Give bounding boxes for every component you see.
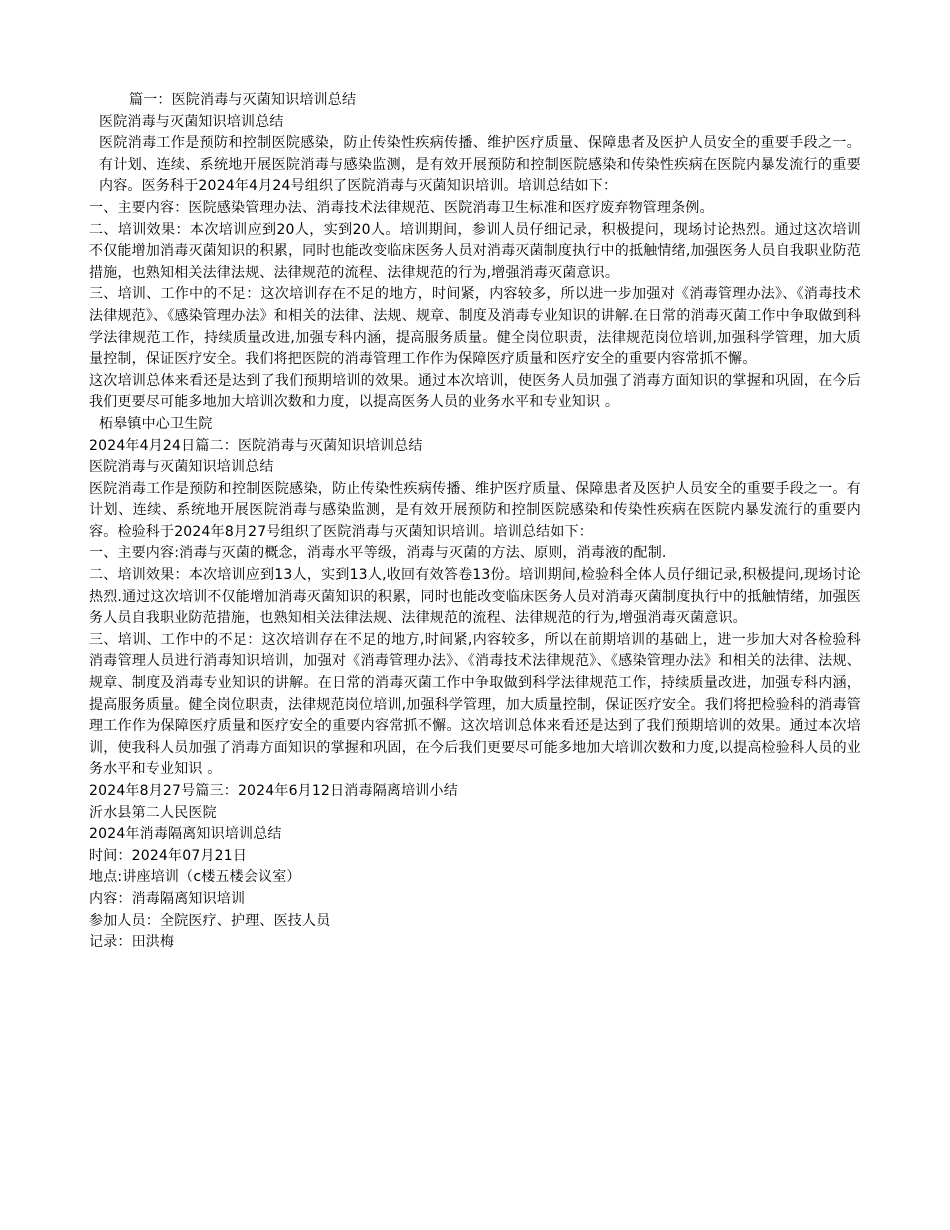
part1-section-3: 三、培训、工作中的不足：这次培训存在不足的地方，时间紧，内容较多，所以进一步加强对《消毒管理办法》、《消毒技术法律规范》、《感染管理办法》和相关的法律、法规、规章、制度及消毒专业知识的讲解.在日常的消毒灭菌工作中争取做到科学法律规范工作，持续质量改进,加强专科内涵，提高服务质量。健全岗位职责，法律规范岗位培训,加强科学管理，加大质量控制，保证医疗安全。我们将把医院的消毒管理工作作为保障医疗质量和医疗安全的重要内容常抓不懈。 [89,286,861,368]
part2-subtitle: 医院消毒与灭菌知识培训总结 [89,459,274,476]
part1-section-1: 一、主要内容：医院感染管理办法、消毒技术法律规范、医院消毒卫生标准和医疗废弃物管理条例。 [89,199,714,216]
part1-intro-paragraph: 医院消毒工作是预防和控制医院感染，防止传染性疾病传播、维护医疗质量、保障患者及医护人员安全的重要手段之一。有计划、连续、系统地开展医院消毒与感染监测，是有效开展预防和控制医院感染和传染性疾病在医院内暴发流行的重要内容。医务科于2024年4月24号组织了医院消毒与灭菌知识培训。培训总结如下： [99,135,861,195]
part1-conclusion: 这次培训总体来看还是达到了我们预期培训的效果。通过本次培训，使医务人员加强了消毒方面知识的掌握和巩固，在今后我们更要尽可能多地加大培训次数和力度，以提高医务人员的业务水平和专业知识 。 [89,372,861,411]
part2-section-3: 三、培训、工作中的不足：这次培训存在不足的地方,时间紧,内容较多，所以在前期培训的基础上，进一步加大对各检验科消毒管理人员进行消毒知识培训，加强对《消毒管理办法》、《消毒技术法律规范》、《感染管理办法》和相关的法律、法规、规章、制度及消毒专业知识的讲解。在日常的消毒灭菌工作中争取做到科学法律规范工作，持续质量改进，加强专科内涵，提高服务质量。健全岗位职责，法律规范岗位培训,加强科学管理，加大质量控制，保证医疗安全。我们将把检验科的消毒管理工作作为保障医疗质量和医疗安全的重要内容常抓不懈。这次培训总体来看还是达到了我们预期培训的效果。通过本次培训，使我科人员加强了消毒方面知识的掌握和巩固，在今后我们更要尽可能多地加大培训次数和力度,以提高检验科人员的业务水平和专业知识 。 [89,631,861,778]
part3-organization: 沂水县第二人民医院 [89,804,217,821]
part2-section-1: 一、主要内容:消毒与灭菌的概念，消毒水平等级，消毒与灭菌的方法、原则，消毒液的配制. [89,545,667,562]
part3-content: 内容：消毒隔离知识培训 [89,890,246,907]
part1-title: 篇一：医院消毒与灭菌知识培训总结 [129,92,357,108]
part3-recorder: 记录：田洪梅 [89,934,175,951]
part2-intro-paragraph: 医院消毒工作是预防和控制医院感染，防止传染性疾病传播、维护医疗质量、保障患者及医护人员安全的重要手段之一。有计划、连续、系统地开展医院消毒与感染监测，是有效开展预防和控制医院感染和传染性疾病在医院内暴发流行的重要内容。检验科于2024年8月27号组织了医院消毒与灭菌知识培训。培训总结如下： [89,480,861,540]
part3-title: 2024年消毒隔离知识培训总结 [89,826,282,843]
part3-participants: 参加人员：全院医疗、护理、医技人员 [89,912,331,929]
part2-date-part3-title: 2024年8月27号篇三：2024年6月12日消毒隔离培训小结 [89,783,458,799]
part3-place: 地点:讲座培训（c楼五楼会议室） [89,869,301,886]
part2-section-2: 二、培训效果：本次培训应到13人，实到13人,收回有效答卷13份。培训期间,检验科全体人员仔细记录,积极提问,现场讨论热烈.通过这次培训不仅能增加消毒灭菌知识的积累，同时也能改变临床医务人员对消毒灭菌制度执行中的抵触情绪，加强医务人员自我职业防范措施，也熟知相关法律法规、法律规范的流程、法律规范的行为,增强消毒灭菌意识。 [89,567,861,627]
document-body [89,90,861,954]
part1-section-2: 二、培训效果：本次培训应到20人，实到20人。培训期间，参训人员仔细记录，积极提问，现场讨论热烈。通过这次培训不仅能增加消毒灭菌知识的积累，同时也能改变临床医务人员对消毒灭菌制度执行中的抵触情绪,加强医务人员自我职业防范措施，也熟知相关法律法规、法律规范的流程、法律规范的行为,增强消毒灭菌意识。 [89,221,861,281]
part1-subtitle: 医院消毒与灭菌知识培训总结 [99,113,284,130]
part3-time: 时间：2024年07月21日 [89,847,248,864]
part1-organization: 柘皋镇中心卫生院 [99,415,213,432]
part1-date-part2-title: 2024年4月24日篇二：医院消毒与灭菌知识培训总结 [89,437,423,454]
